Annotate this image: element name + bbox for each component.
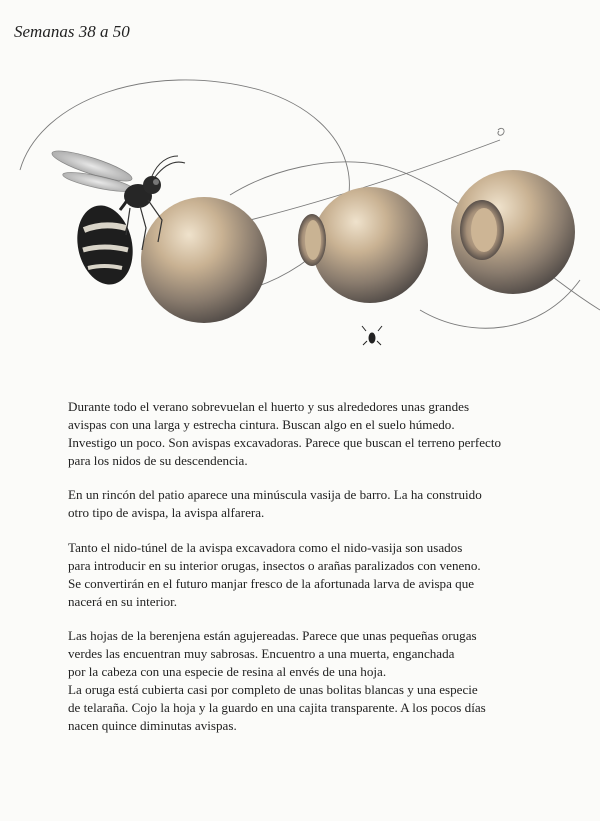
text-line: por la cabeza con una especie de resina al envés de una hoja.	[68, 664, 387, 680]
body-text	[68, 398, 568, 752]
paragraph-2	[68, 486, 568, 522]
text-line: nacen quince diminutas avispas.	[68, 718, 237, 734]
text-line: avispas con una larga y estrecha cintura. Buscan algo en el suelo húmedo.	[68, 417, 455, 433]
paragraph-4	[68, 627, 568, 736]
text-line: Las hojas de la berenjena están agujereadas. Parece que unas pequeñas orugas	[68, 627, 477, 643]
text-line: Investigo un poco. Son avispas excavadoras. Parece que buscan el terreno perfecto	[68, 435, 502, 451]
clay-pot-1	[141, 197, 267, 323]
text-line: Se convertirán en el futuro manjar fresco de la afortunada larva de avispa que	[68, 575, 475, 591]
text-line: para introducir en su interior orugas, insectos o arañas paralizados con veneno.	[68, 557, 481, 573]
text-line: otro tipo de avispa, la avispa alfarera.	[68, 505, 265, 521]
text-line: Durante todo el verano sobrevuelan el huerto y sus alrededores unas grandes	[68, 399, 470, 414]
text-line: para los nidos de su descendencia.	[68, 453, 248, 469]
paragraph-3	[68, 539, 568, 611]
text-line: Tanto el nido-túnel de la avispa excavadora como el nido-vasija son usados	[68, 539, 463, 555]
paragraph-1	[68, 398, 568, 470]
wasp-and-clay-pots-illustration	[0, 60, 600, 360]
text-line: nacerá en su interior.	[68, 593, 178, 609]
text-line: verdes las encuentran muy sabrosas. Encuentro a una muerta, enganchada	[68, 646, 455, 662]
small-insect-icon	[362, 326, 382, 345]
page-title: Semanas 38 a 50	[14, 22, 130, 41]
text-line: de telaraña. Cojo la hoja y la guardo en una cajita transparente. A los pocos días	[68, 700, 486, 716]
text-line: En un rincón del patio aparece una minúscula vasija de barro. La ha construido	[68, 487, 482, 503]
clay-pot-2	[312, 187, 428, 303]
text-line: La oruga está cubierta casi por completo de unas bolitas blancas y una especie	[68, 682, 478, 698]
